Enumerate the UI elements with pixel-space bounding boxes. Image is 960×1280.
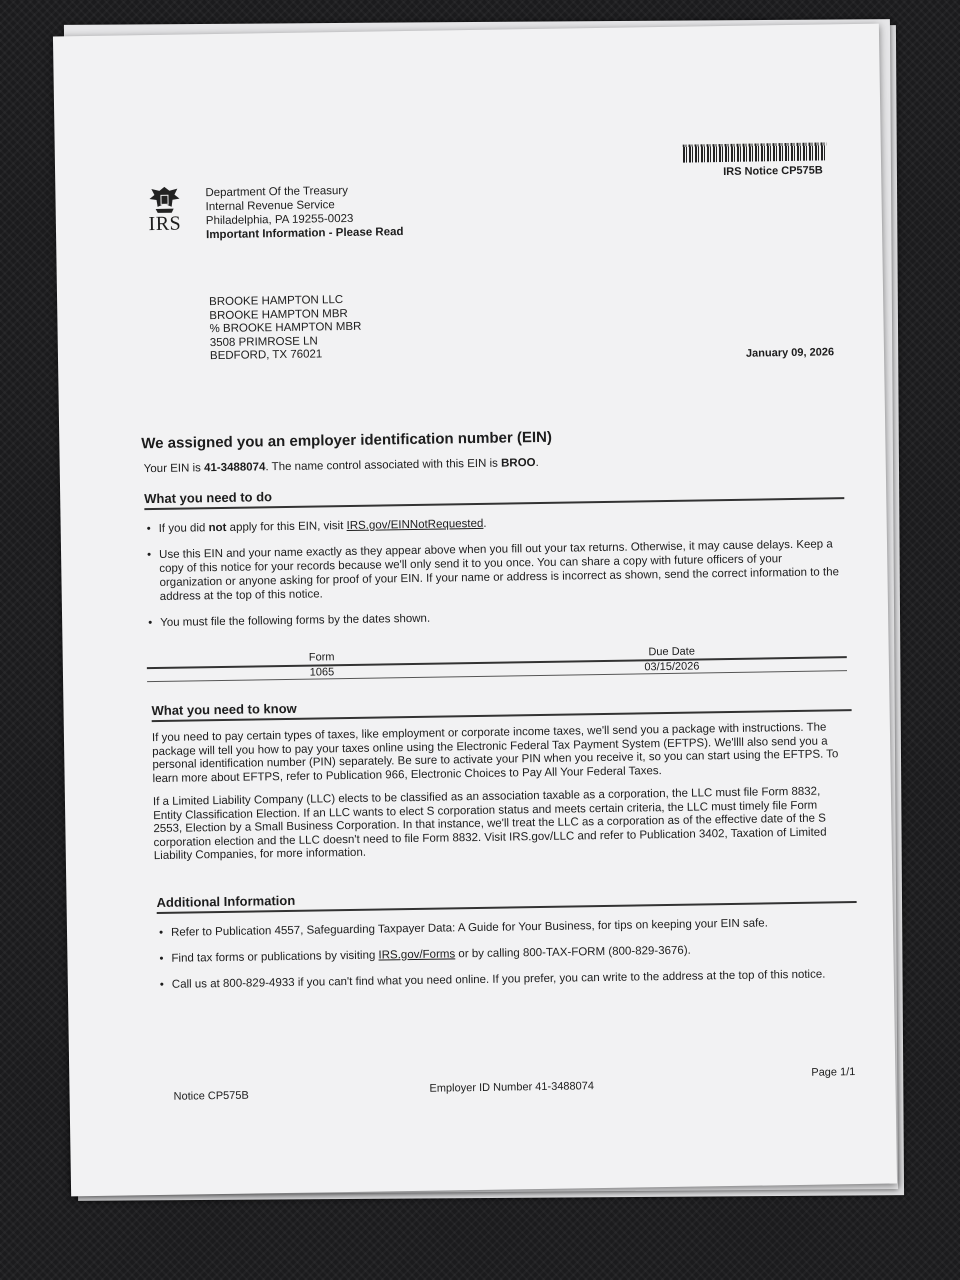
what-you-need-to-do-section	[144, 480, 847, 682]
ein-prefix: Your EIN is	[143, 462, 205, 476]
list-item: • Refer to Publication 4557, Safeguarding Taxpayer Data: A Guide for Your Business, for tips on keeping your EIN safe.	[157, 915, 857, 940]
paragraph-llc: If a Limited Liability Company (LLC) elects to be classified as an association taxable as a corporation, the LLC must file Form 8832, Entity Classification Election. If an LLC wants to elect S corporation status and meets certain criteria, the LLC must timely file Form 2553, Election by a Small Business Corporation. In that instance, we'll treat the LLC as a corporation as of the effective date of the S corporation election and the LLC doesn't need to file Form 8832. Visit IRS.gov/LLC and refer to Publication 3402, Taxation of Limited Liability Companies, for more information.	[152, 785, 827, 863]
ein-not-requested-link[interactable]: IRS.gov/EINNotRequested	[346, 517, 484, 533]
list-item: • Use this EIN and your name exactly as they appear above when you fill out your tax returns. Otherwise, it may cause delays. Keep a copy of this notice for your records because we'll only send it to you once. You can share a copy with future officers of your organization or anyone asking for proof of your EIN. If your name or address is incorrect as shown, send the correct information to the address at the top of this notice.	[145, 537, 846, 604]
ein-suffix: .	[535, 456, 539, 470]
text: .	[483, 517, 487, 530]
table-cell-form: 1065	[309, 666, 335, 679]
forms-due-table	[147, 643, 847, 682]
name-control: BROO	[500, 457, 536, 470]
recipient-line-3: % BROOKE HAMPTON MBR	[209, 320, 362, 336]
list-item: • Call us at 800-829-4933 if you can't find what you need online. If you prefer, you can write to the address at the top of this notice.	[158, 967, 858, 992]
text: or by calling 800-TAX-FORM (800-829-3676).	[455, 944, 691, 961]
section-heading: What you need to know	[151, 692, 851, 722]
irs-logo-text: IRS	[148, 212, 182, 236]
irs-forms-link[interactable]: IRS.gov/Forms	[378, 948, 456, 962]
text-bold: not	[208, 521, 227, 535]
footer-notice-id: Notice CP575B	[173, 1089, 249, 1103]
recipient-line-1: BROOKE HAMPTON LLC	[209, 294, 344, 309]
sender-address	[205, 183, 403, 242]
footer-ein: Employer ID Number 41-3488074	[429, 1080, 595, 1095]
column-header-form: Form	[308, 651, 335, 664]
sender-line-1: Department Of the Treasury	[205, 184, 349, 200]
recipient-address	[209, 294, 362, 364]
sender-line-2: Internal Revenue Service	[205, 199, 335, 214]
text: If you did	[158, 522, 209, 535]
sender-line-4: Important Information - Please Read	[205, 226, 404, 242]
ein-statement	[144, 457, 539, 475]
text: Find tax forms or publications by visiting	[171, 949, 379, 965]
irs-notice-page	[53, 24, 897, 1197]
recipient-line-5: BEDFORD, TX 76021	[209, 348, 323, 363]
irs-logo	[143, 184, 186, 236]
recipient-line-4: 3508 PRIMROSE LN	[209, 334, 318, 349]
additional-information-section	[156, 884, 857, 992]
list-item: • You must file the following forms by the dates shown.	[146, 605, 846, 630]
ein-middle: . The name control associated with this EIN is	[265, 457, 502, 474]
section-heading: What you need to do	[144, 480, 844, 510]
eagle-icon	[147, 185, 181, 216]
recipient-line-2: BROOKE HAMPTON MBR	[209, 307, 348, 322]
table-cell-due-date: 03/15/2026	[644, 660, 700, 674]
info-list	[157, 915, 858, 992]
ein-number: 41-3488074	[203, 461, 266, 475]
notice-id: IRS Notice CP575B	[723, 164, 823, 179]
page-number: Page 1/1	[811, 1066, 856, 1079]
section-heading: Additional Information	[156, 884, 856, 914]
sender-line-3: Philadelphia, PA 19255-0023	[205, 212, 354, 228]
notice-date: January 09, 2026	[745, 346, 835, 360]
todo-list	[145, 511, 847, 630]
page-title: We assigned you an employer identification number (EIN)	[141, 428, 553, 453]
what-you-need-to-know-section	[151, 692, 853, 863]
paragraph-eftps: If you need to pay certain types of taxes, like employment or corporate income taxes, we'll send you a package with instructions. The package will tell you how to pay your taxes online using the Electronic Federal Tax Payment System (EFTPS). We'llll also send you a personal identification number (PIN) separately. Be sure to activate your PIN when you receive it, so you can start using the EFTPS. To learn more about EFTPS, refer to Publication 966, Electronic Choices to Pay All Your Federal Taxes.	[151, 721, 839, 785]
list-item	[157, 941, 857, 966]
barcode	[683, 142, 827, 162]
list-item	[145, 511, 845, 536]
column-header-due-date: Due Date	[648, 645, 696, 659]
text: apply for this EIN, visit	[226, 520, 347, 534]
